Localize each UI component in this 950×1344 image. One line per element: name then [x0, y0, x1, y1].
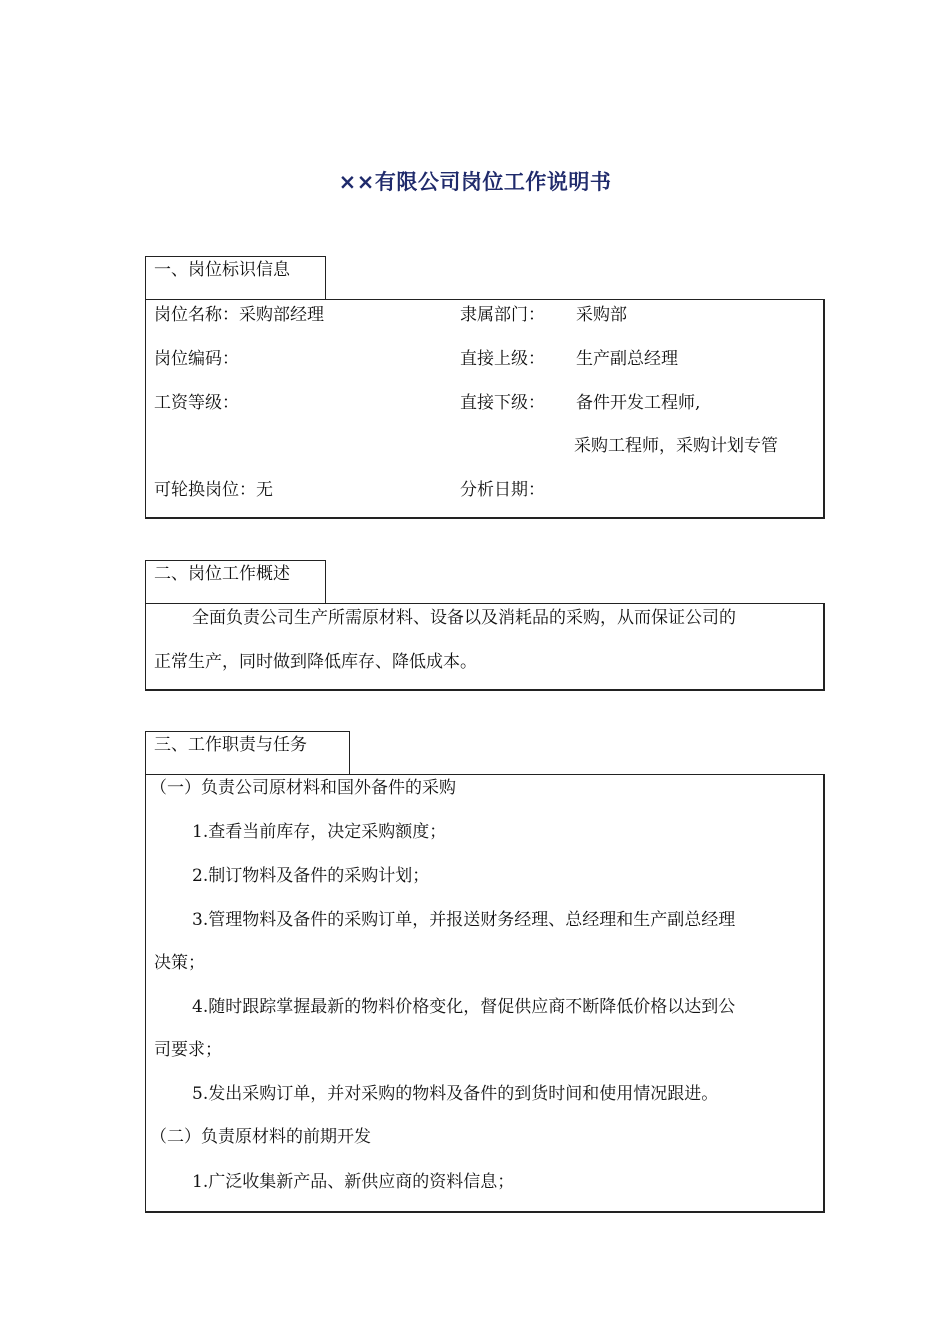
- superior-label: 直接上级：: [460, 349, 545, 369]
- section2-heading: 二、岗位工作概述: [154, 564, 290, 584]
- duty-item-6: 1.广泛收集新产品、新供应商的资料信息；: [192, 1172, 515, 1192]
- section1-box: [145, 299, 825, 519]
- subordinate-label: 直接下级：: [460, 393, 545, 413]
- superior-value: 生产副总经理: [576, 349, 678, 369]
- rotation-position: 可轮换岗位：无: [154, 480, 273, 500]
- section3-heading-tab: [145, 731, 350, 775]
- section3-box: [145, 774, 825, 1213]
- duty-sub-heading-2: （二）负责原材料的前期开发: [150, 1127, 371, 1147]
- duty-item-1: 1.查看当前库存，决定采购额度；: [192, 822, 447, 842]
- section1-heading-tab: [145, 256, 326, 300]
- subordinate-value-2: 采购工程师，采购计划专管: [574, 436, 778, 456]
- section3-heading: 三、工作职责与任务: [154, 735, 307, 755]
- document-title: ××有限公司岗位工作说明书: [338, 170, 612, 194]
- duty-item-2: 2.制订物料及备件的采购计划；: [192, 866, 430, 886]
- salary-grade: 工资等级：: [154, 393, 239, 413]
- department-value: 采购部: [576, 305, 627, 325]
- duty-item-4-line-2: 司要求；: [154, 1040, 222, 1060]
- duty-item-5: 5.发出采购订单，并对采购的物料及备件的到货时间和使用情况跟进。: [192, 1084, 719, 1104]
- overview-line-2: 正常生产，同时做到降低库存、降低成本。: [154, 652, 477, 672]
- duty-item-3-line-2: 决策；: [154, 953, 205, 973]
- analysis-date: 分析日期：: [460, 480, 545, 500]
- department-label: 隶属部门：: [460, 305, 545, 325]
- section2-heading-tab: [145, 560, 326, 604]
- section2-box: [145, 603, 825, 691]
- section1-heading: 一、岗位标识信息: [154, 260, 290, 280]
- duty-item-3-line-1: 3.管理物料及备件的采购订单，并报送财务经理、总经理和生产副总经理: [192, 910, 736, 930]
- duty-item-4-line-1: 4.随时跟踪掌握最新的物料价格变化，督促供应商不断降低价格以达到公: [192, 997, 736, 1017]
- overview-line-1: 全面负责公司生产所需原材料、设备以及消耗品的采购，从而保证公司的: [192, 608, 736, 628]
- duty-sub-heading-1: （一）负责公司原材料和国外备件的采购: [150, 778, 456, 798]
- position-code: 岗位编码：: [154, 349, 239, 369]
- position-name: 岗位名称：采购部经理: [154, 305, 324, 325]
- subordinate-value-1: 备件开发工程师,: [576, 393, 701, 413]
